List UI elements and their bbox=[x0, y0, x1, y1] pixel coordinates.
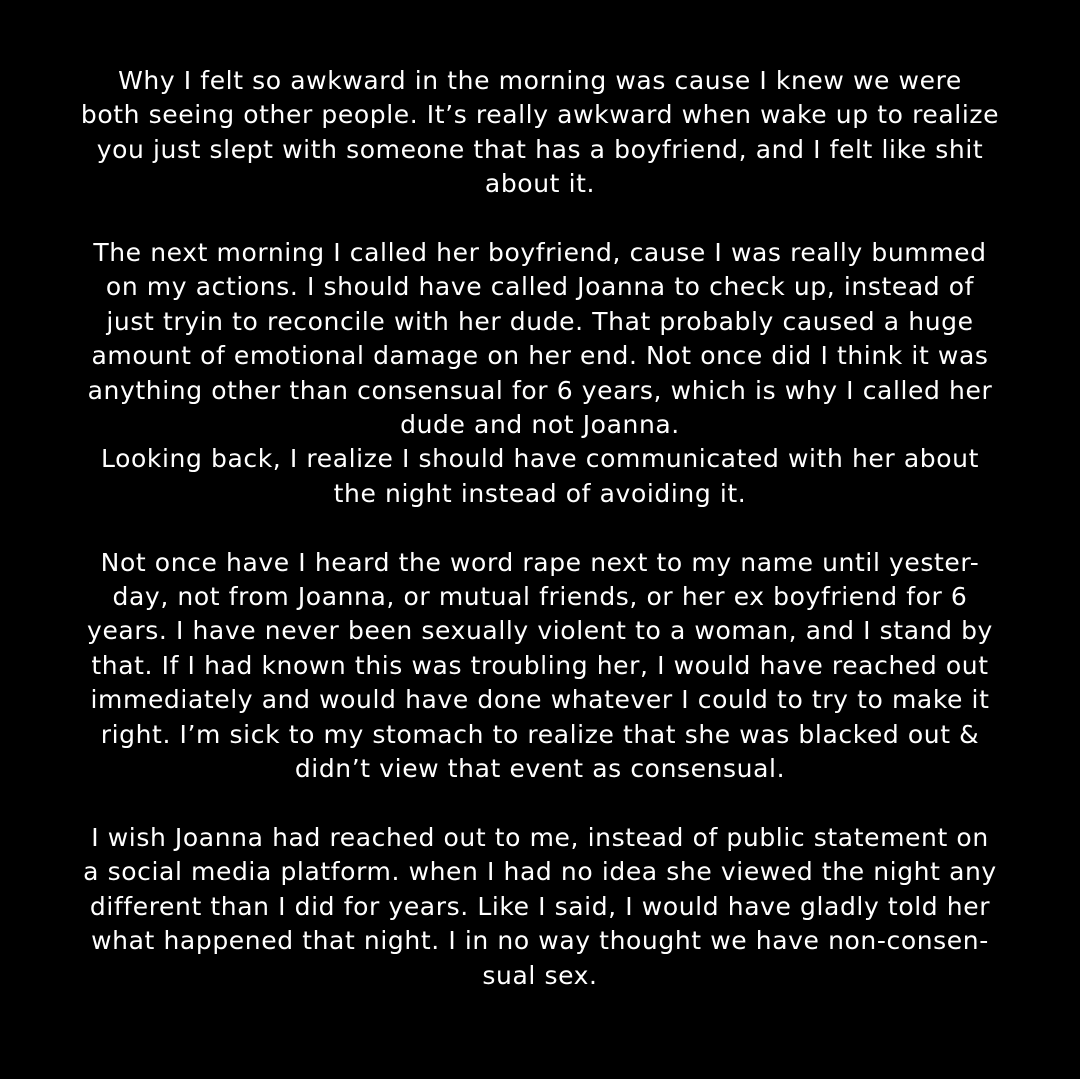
text-line: a social media platform. when I had no idea she viewed the night any bbox=[83, 857, 997, 887]
text-line: the night instead of avoiding it. bbox=[333, 478, 747, 508]
paragraph-4 bbox=[0, 821, 1080, 993]
text-line: about it. bbox=[484, 169, 596, 199]
text-line: Looking back, I realize I should have communicated with her about bbox=[101, 444, 979, 474]
text-line: years. I have never been sexually violent to a woman, and I stand by bbox=[87, 616, 993, 646]
statement-text bbox=[0, 64, 1080, 1027]
text-line: sual sex. bbox=[482, 960, 598, 990]
text-line: anything other than consensual for 6 years, which is why I called her bbox=[87, 375, 993, 405]
paragraph-3 bbox=[0, 546, 1080, 787]
text-line: day, not from Joanna, or mutual friends, or her ex boyfriend for 6 bbox=[112, 582, 968, 612]
text-line: dude and not Joanna. bbox=[400, 410, 680, 440]
text-line: both seeing other people. It’s really awkward when wake up to realize bbox=[80, 100, 1000, 130]
text-line: that. If I had known this was troubling her, I would have reached out bbox=[91, 650, 989, 680]
text-line: The next morning I called her boyfriend, cause I was really bummed bbox=[93, 238, 987, 268]
text-line: amount of emotional damage on her end. Not once did I think it was bbox=[91, 341, 989, 371]
text-line: Why I felt so awkward in the morning was cause I knew we were bbox=[118, 66, 962, 95]
text-line: what happened that night. I in no way thought we have non-consen- bbox=[91, 926, 989, 956]
text-line: right. I’m sick to my stomach to realize that she was blacked out & bbox=[100, 719, 980, 749]
text-line: you just slept with someone that has a boyfriend, and I felt like shit bbox=[96, 134, 984, 164]
paragraph-1 bbox=[0, 64, 1080, 202]
text-line: didn’t view that event as consensual. bbox=[294, 754, 786, 784]
paragraph-2 bbox=[0, 236, 1080, 511]
text-line: immediately and would have done whatever I could to try to make it bbox=[90, 685, 990, 715]
text-line: different than I did for years. Like I said, I would have gladly told her bbox=[89, 891, 991, 921]
text-line: I wish Joanna had reached out to me, instead of public statement on bbox=[91, 822, 989, 852]
text-line: just tryin to reconcile with her dude. That probably caused a huge bbox=[106, 306, 974, 336]
text-line: on my actions. I should have called Joanna to check up, instead of bbox=[105, 272, 975, 302]
text-line: Not once have I heard the word rape next to my name until yester- bbox=[100, 547, 980, 577]
